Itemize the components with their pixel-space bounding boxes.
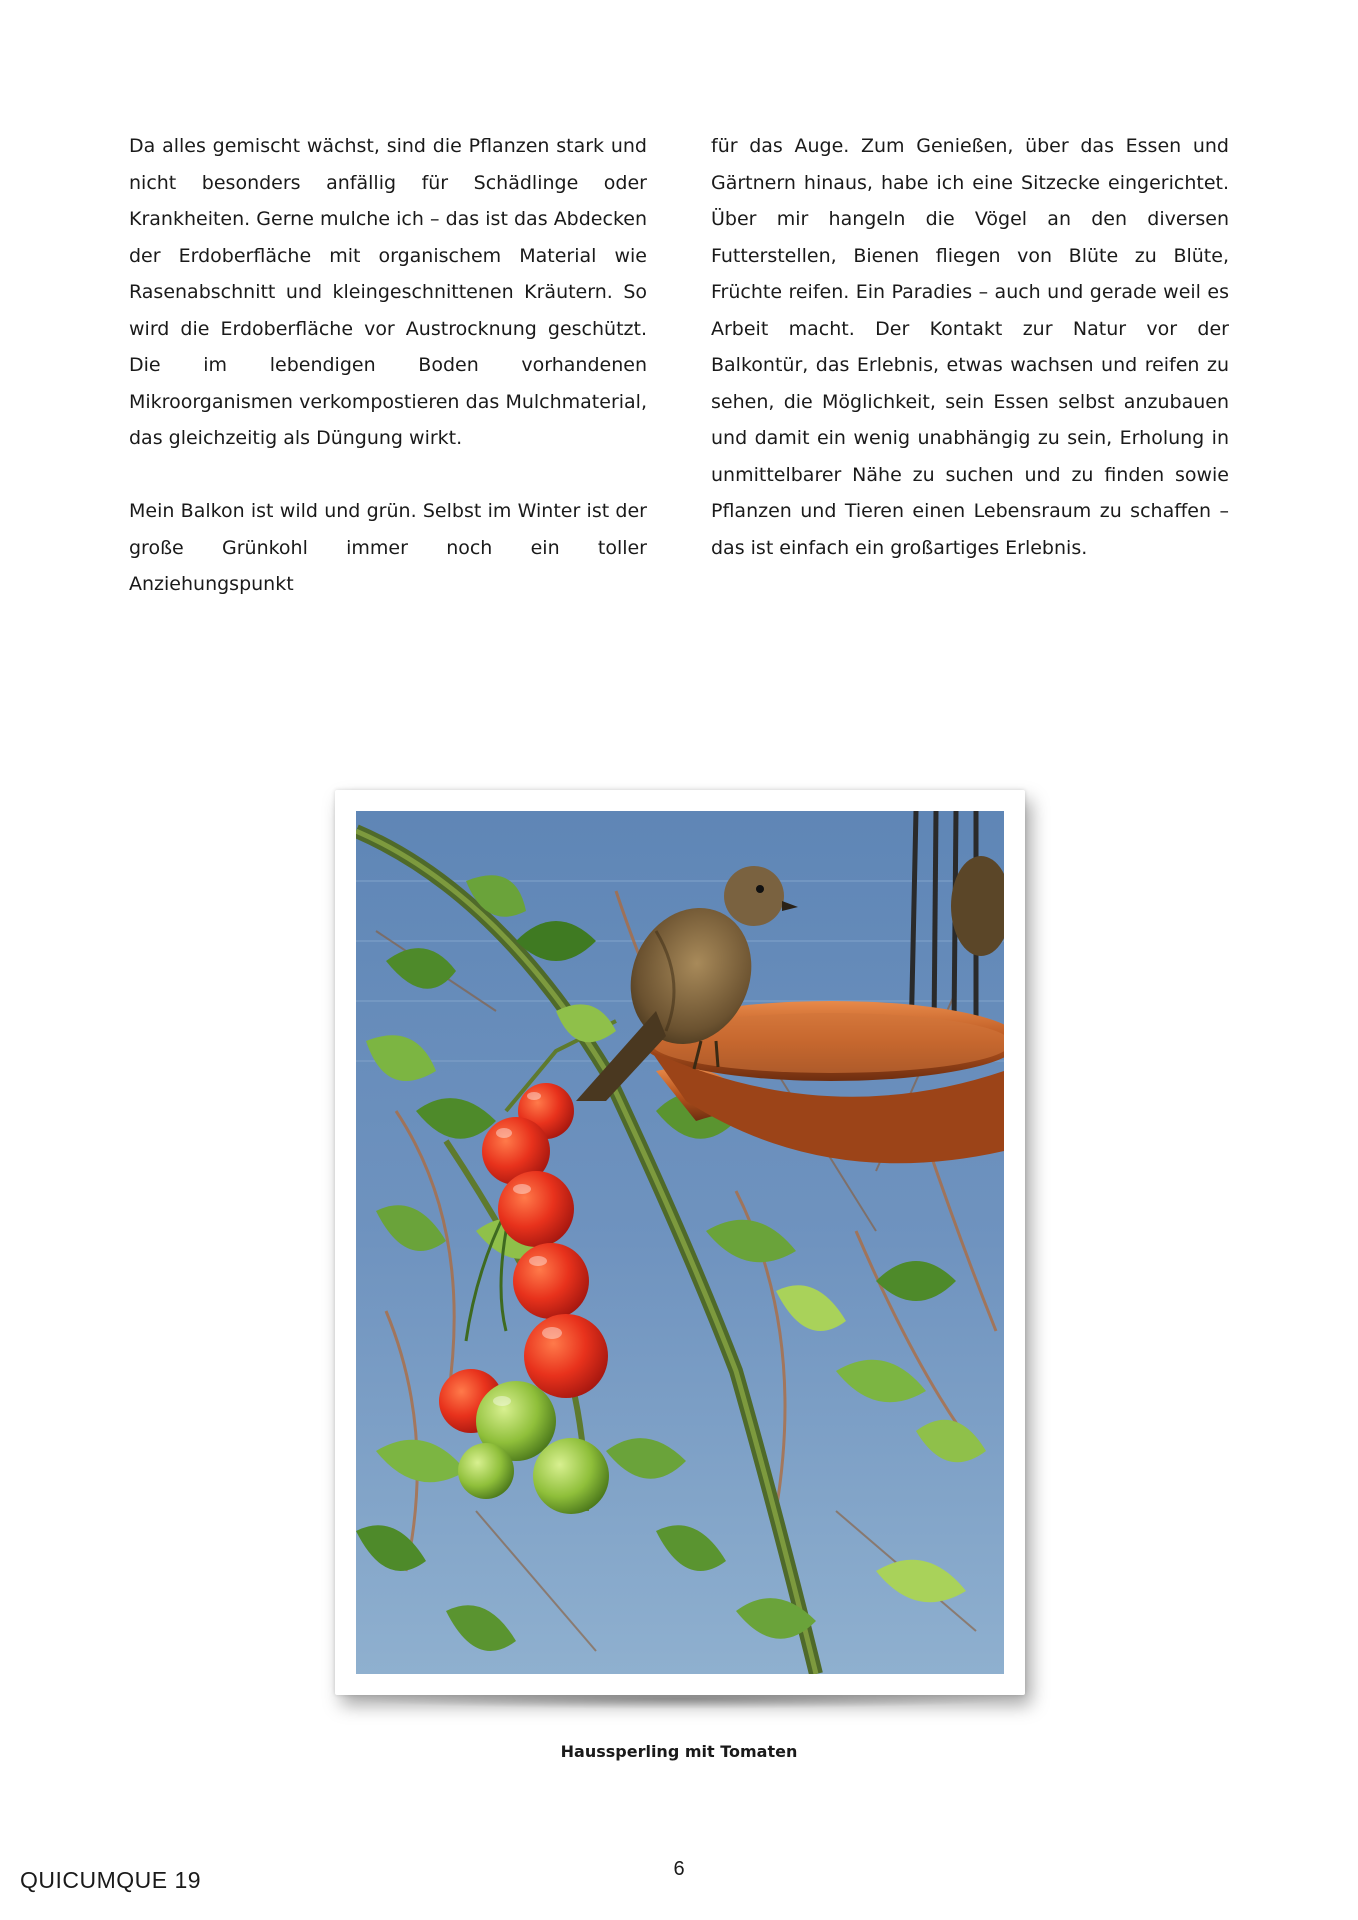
figure-caption: Haussperling mit Tomaten	[560, 1742, 798, 1761]
photo-frame	[335, 790, 1025, 1695]
photo-sparrow-with-tomatoes	[356, 811, 1004, 1674]
left-text-column	[129, 128, 647, 603]
paragraph: Da alles gemischt wächst, sind die Pflanzen stark und nicht besonders anfällig für Schädlinge oder Krankheiten. Gerne mulche ich – das ist das Abdecken der Erdoberfläche mit organischem Material wie Rasenabschnitt und kleingeschnittenen Kräutern. So wird die Erdoberfläche vor Austrocknung geschützt. Die im lebendigen Boden vorhandenen Mikroorganismen verkompostieren das Mulchmaterial, das gleichzeitig als Düngung wirkt.	[129, 135, 647, 449]
page-number: 6	[673, 1858, 685, 1880]
publication-title: QUICUMQUE 19	[20, 1867, 202, 1893]
paragraph: für das Auge. Zum Genießen, über das Essen und Gärtnern hinaus, habe ich eine Sitzecke eingerichtet. Über mir hangeln die Vögel an den diversen Futterstellen, Bienen fliegen von Blüte zu Blüte, Früchte reifen. Ein Paradies – auch und gerade weil es Arbeit macht. Der Kontakt zur Natur vor der Balkontür, das Erlebnis, etwas wachsen und reifen zu sehen, die Möglichkeit, sein Essen selbst anzubauen und damit ein wenig unabhängig zu sein, Erholung in unmittelbarer Nähe zu suchen und zu finden sowie Pflanzen und Tieren einen Lebensraum zu schaffen – das ist einfach ein großartiges Erlebnis.	[711, 135, 1229, 559]
paragraph: Mein Balkon ist wild und grün. Selbst im Winter ist der große Grünkohl immer noch ein toller Anziehungspunkt	[129, 500, 647, 595]
right-text-column	[711, 128, 1229, 566]
